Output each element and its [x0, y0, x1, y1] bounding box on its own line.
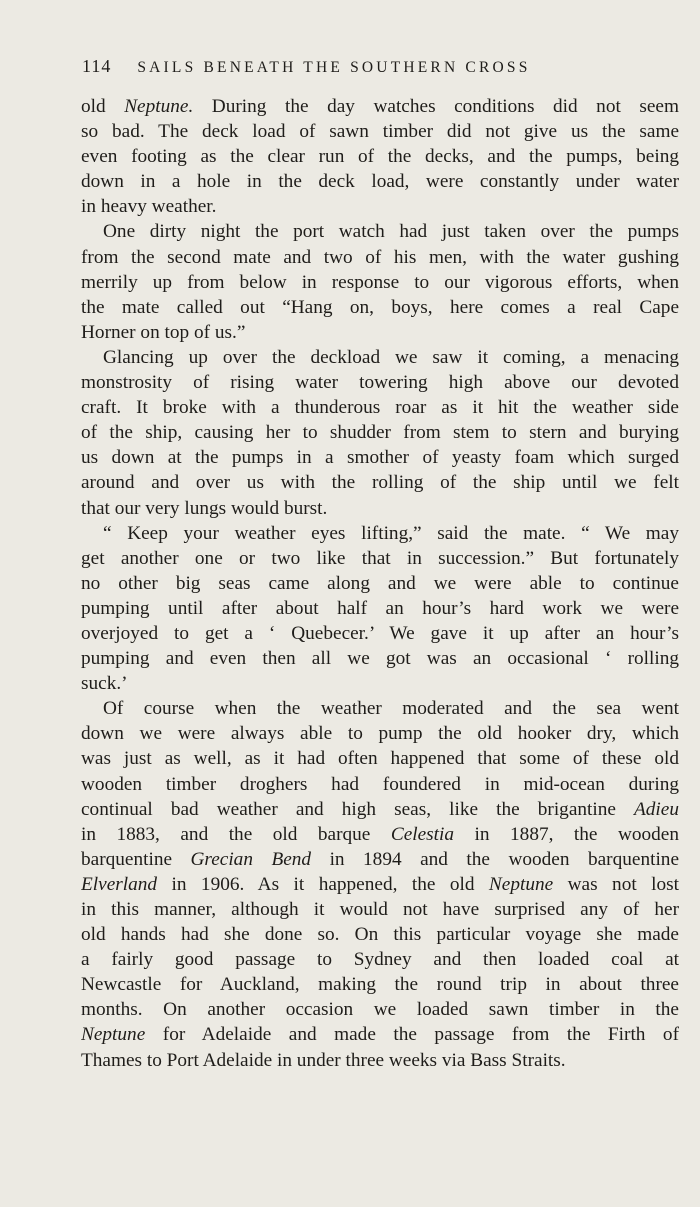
- text-line: [81, 822, 679, 847]
- text-line: [81, 571, 679, 596]
- text-line: [81, 144, 679, 169]
- text-line: [81, 897, 679, 922]
- text-line: [81, 370, 679, 395]
- text-line: [81, 1022, 679, 1047]
- text-line: [81, 646, 679, 671]
- text-run: in this manner, although it would not have surprised any of her: [81, 899, 679, 920]
- text-run: of the ship, causing her to shudder from stem to stern and burying: [81, 422, 679, 444]
- running-head: [82, 56, 642, 82]
- text-line: [81, 546, 679, 571]
- text-line: [81, 721, 679, 746]
- text-run: down in a hole in the deck load, were constantly under water: [81, 171, 679, 193]
- text-run: the mate called out “Hang on, boys, here comes a real Cape: [81, 296, 679, 318]
- text-run: was not lost: [553, 873, 679, 895]
- text-line: [81, 872, 679, 897]
- italic-text: Neptune: [488, 873, 554, 895]
- text-run: down we were always able to pump the old hooker dry, which: [81, 723, 679, 745]
- text-line: [81, 972, 679, 997]
- text-run: no other big seas came along and we were able to continue: [81, 572, 679, 594]
- text-line: [81, 169, 679, 194]
- text-run: Horner on top of us.”: [81, 321, 246, 343]
- italic-text: Neptune.: [124, 96, 194, 117]
- text-run: pumping until after about half an hour’s hard work we were: [81, 597, 679, 619]
- text-run: Glancing up over the deckload we saw it coming, a menacing: [103, 346, 679, 368]
- text-run: old: [81, 96, 125, 117]
- italic-text: Neptune: [81, 1024, 146, 1046]
- text-line: [81, 470, 679, 495]
- body-text: [81, 94, 679, 1073]
- italic-text: Celestia: [390, 823, 455, 845]
- text-line: [81, 119, 679, 144]
- text-run: from the second mate and two of his men, with the water gushing: [81, 246, 679, 268]
- text-line: [81, 94, 679, 119]
- text-run: merrily up from below in response to our vigorous efforts, when: [81, 271, 679, 293]
- text-line: [81, 947, 679, 972]
- text-run: continual bad weather and high seas, like the brigantine: [81, 798, 635, 820]
- running-title: SAILS BENEATH THE SOUTHERN CROSS: [137, 59, 531, 76]
- page-number: 114: [82, 56, 112, 76]
- text-line: [81, 219, 679, 244]
- text-run: was just as well, as it had often happened that some of these old: [81, 748, 679, 770]
- text-run: that our very lungs would burst.: [81, 497, 328, 519]
- text-run: Thames to Port Adelaide in under three weeks via Bass Straits.: [81, 1049, 566, 1071]
- text-line: [81, 847, 679, 872]
- text-line: [81, 345, 679, 370]
- text-line: [81, 746, 679, 771]
- text-line: [81, 194, 679, 219]
- text-line: [81, 445, 679, 470]
- text-run: One dirty night the port watch had just taken over the pumps: [103, 221, 679, 243]
- text-run: craft. It broke with a thunderous roar as it hit the weather side: [81, 397, 679, 419]
- text-run: so bad. The deck load of sawn timber did not give us the same: [81, 121, 679, 143]
- text-run: around and over us with the rolling of the ship until we felt: [81, 472, 679, 494]
- text-run: a fairly good passage to Sydney and then loaded coal at: [81, 949, 679, 971]
- text-run: During the day watches conditions did not seem: [193, 96, 679, 117]
- text-run: in 1887, the wooden: [454, 823, 679, 845]
- text-line: [81, 671, 679, 696]
- text-run: get another one or two like that in succession.” But fortunately: [81, 547, 679, 569]
- text-run: pumping and even then all we got was an occasional ‘ rolling: [81, 648, 679, 670]
- text-line: [81, 395, 679, 420]
- text-line: [81, 320, 679, 345]
- text-line: [81, 1048, 679, 1073]
- text-run: Newcastle for Auckland, making the round trip in about three: [81, 974, 679, 996]
- text-line: [81, 245, 679, 270]
- text-run: old hands had she done so. On this particular voyage she made: [81, 924, 679, 946]
- text-run: “ Keep your weather eyes lifting,” said the mate. “ We may: [103, 522, 679, 544]
- text-line: [81, 295, 679, 320]
- text-run: in 1894 and the wooden barquentine: [311, 848, 679, 870]
- text-run: for Adelaide and made the passage from the Firth of: [145, 1024, 679, 1046]
- text-run: in heavy weather.: [81, 196, 217, 218]
- text-run: monstrosity of rising water towering high above our devoted: [81, 372, 679, 394]
- text-line: [81, 496, 679, 521]
- text-line: [81, 922, 679, 947]
- text-line: [81, 621, 679, 646]
- text-line: [81, 270, 679, 295]
- text-run: overjoyed to get a ‘ Quebecer.’ We gave it up after an hour’s: [81, 622, 679, 644]
- text-run: wooden timber droghers had foundered in mid-ocean during: [81, 773, 679, 795]
- text-line: [81, 696, 679, 721]
- text-run: us down at the pumps in a smother of yeasty foam which surged: [81, 447, 679, 469]
- text-run: Of course when the weather moderated and the sea went: [103, 698, 679, 720]
- text-run: in 1906. As it happened, the old: [157, 873, 489, 895]
- text-run: months. On another occasion we loaded sawn timber in the: [81, 999, 679, 1021]
- text-run: in 1883, and the old barque: [81, 823, 391, 845]
- text-line: [81, 420, 679, 445]
- text-line: [81, 596, 679, 621]
- text-line: [81, 772, 679, 797]
- text-line: [81, 521, 679, 546]
- text-run: suck.’: [81, 673, 128, 695]
- text-run: even footing as the clear run of the decks, and the pumps, being: [81, 146, 679, 168]
- italic-text: Elverland: [81, 873, 158, 895]
- text-line: [81, 797, 679, 822]
- italic-text: Adieu: [634, 798, 679, 820]
- italic-text: Grecian Bend: [190, 848, 312, 870]
- text-run: barquentine: [81, 848, 191, 870]
- text-line: [81, 997, 679, 1022]
